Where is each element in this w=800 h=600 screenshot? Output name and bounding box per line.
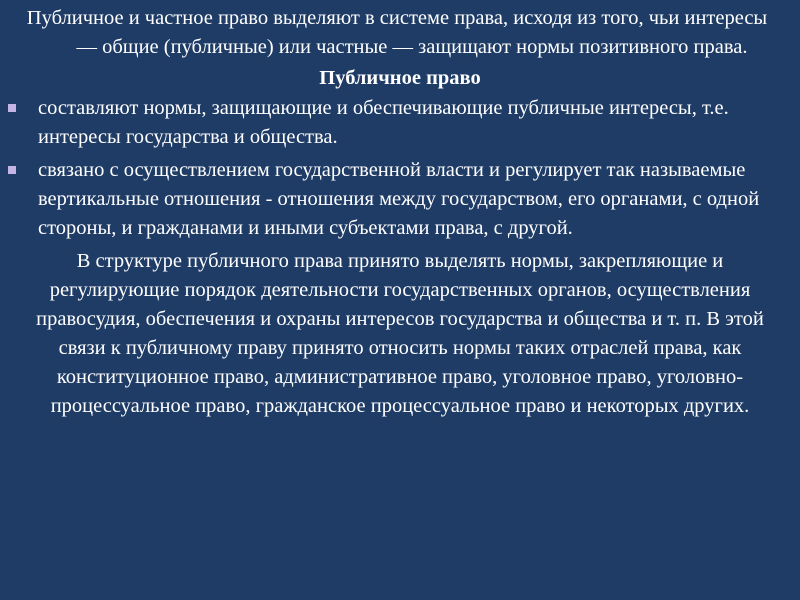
bullet-item xyxy=(22,94,778,152)
square-bullet-icon xyxy=(8,166,16,174)
section-heading: Публичное право xyxy=(319,67,481,89)
square-bullet-icon xyxy=(8,104,16,112)
bullet-text: связано с осуществлением государственной власти и регулирует так называемые вертикальные отношения - отношения между государством, его органами, с одной стороны, и гражданами и иными субъектами права, с другой. xyxy=(38,159,760,239)
bullet-item xyxy=(22,156,778,243)
structure-paragraph: В структуре публичного права принято выделять нормы, закрепляющие и регулирующие порядок деятельности государственных органов, осуществления правосудия, обеспечения и охраны интересов государства и общества и т. п. В этой связи к публичному праву принято относить нормы таких отраслей права, как конституционное право, административное право, уголовное право, уголовно-процессуальное право, гражданское процессуальное право и некоторых других. xyxy=(36,250,764,417)
intro-paragraph: Публичное и частное право выделяют в системе права, исходя из того, чьи интересы — общие (публичные) или частные — защищают нормы позитивного права. xyxy=(26,7,768,58)
bullet-text: составляют нормы, защищающие и обеспечивающие публичные интересы, т.е. интересы государства и общества. xyxy=(38,97,729,148)
bullet-list xyxy=(22,94,778,243)
